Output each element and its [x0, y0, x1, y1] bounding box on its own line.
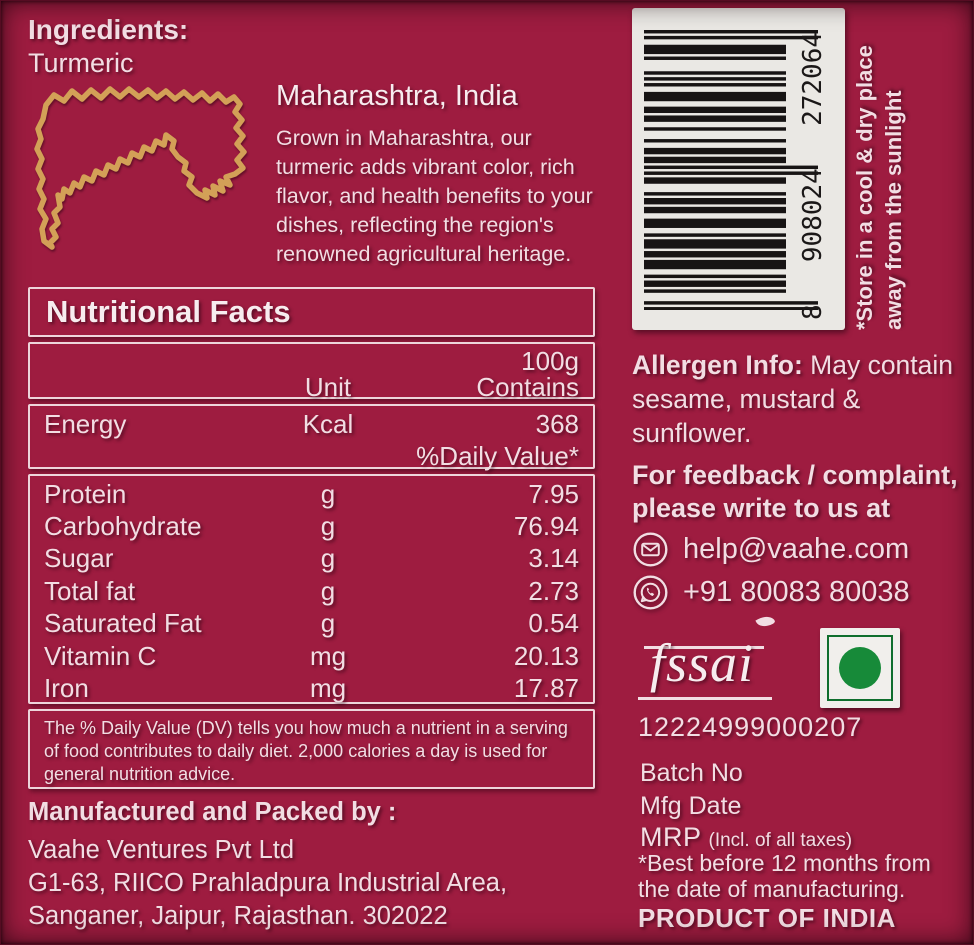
daily-value-header: %Daily Value*: [416, 441, 579, 471]
footnote-line: of food contributes to daily diet. 2,000 calories a day is used for: [44, 741, 548, 761]
manufacturer-line: G1-63, RIICO Prahladpura Industrial Area,: [28, 869, 508, 897]
storage-instruction-line: away from the sunlight: [881, 90, 906, 330]
nutrient-value: 76.94: [513, 511, 579, 542]
nutrient-name: Carbohydrate: [44, 511, 202, 542]
nutrient-name: Protein: [44, 478, 127, 509]
allergen-text: May contain sesame, mustard & sunflower.: [632, 350, 954, 448]
fssai-license-number: 12224999000207: [638, 712, 863, 742]
fssai-logo-text: fssai: [650, 633, 755, 693]
unit-column-header: Unit: [304, 372, 352, 402]
envelope-icon: [632, 531, 669, 568]
best-before-line2: the date of manufacturing.: [638, 876, 906, 902]
nutrition-row: [30, 543, 593, 575]
nutrition-row: [30, 478, 593, 510]
email-address: help@vaahe.com: [683, 533, 910, 565]
barcode-digit-group: 8: [798, 304, 828, 320]
veg-mark-icon: [820, 628, 900, 708]
barcode-digit-group: 272064: [798, 32, 828, 126]
nutrient-value: 7.95: [528, 478, 579, 509]
energy-value: 368: [535, 409, 579, 439]
nutrition-footnote: [28, 709, 595, 789]
nutrition-row: [30, 575, 593, 607]
allergen-info: [632, 348, 972, 450]
manufacturer-line: Sanganer, Jaipur, Rajasthan. 302022: [28, 902, 448, 930]
nutrient-name: Total fat: [44, 575, 136, 606]
nutrient-value: 20.13: [513, 640, 579, 671]
manufacturer-heading: Manufactured and Packed by :: [28, 798, 397, 826]
feedback-heading-line1: For feedback / complaint,: [632, 460, 958, 490]
nutrient-unit: g: [320, 511, 336, 542]
nutrient-value: 0.54: [528, 608, 579, 639]
mrp-row: [640, 822, 852, 853]
region-title: Maharashtra, India: [276, 80, 518, 112]
batch-no-label: Batch No: [640, 759, 743, 787]
ingredients-heading: Ingredients:: [28, 14, 189, 45]
mrp-note: (Incl. of all taxes): [708, 830, 853, 851]
energy-name: Energy: [44, 409, 127, 439]
nutrient-unit: g: [320, 478, 336, 509]
energy-unit: Kcal: [302, 409, 354, 439]
footnote-line: The % Daily Value (DV) tells you how much a nutrient in a serving: [44, 718, 568, 738]
nutrient-name: Iron: [44, 673, 89, 704]
feedback-heading-line2: please write to us at: [632, 493, 891, 523]
email-row: [632, 531, 909, 568]
phone-number: +91 80083 80038: [683, 576, 910, 608]
nutrition-header: [28, 342, 595, 402]
nutrient-unit: mg: [309, 673, 347, 704]
storage-instruction-line: *Store in a cool & dry place: [852, 45, 877, 330]
energy-section: [28, 404, 595, 469]
nutrition-row: [30, 672, 593, 704]
nutrient-name: Saturated Fat: [44, 608, 202, 639]
nutrient-value: 2.73: [528, 575, 579, 606]
leaf-icon: [755, 613, 775, 631]
phone-row: [632, 574, 910, 611]
amount-column-header-line1: 100g: [521, 346, 579, 376]
ingredients-value: Turmeric: [28, 48, 134, 78]
nutrition-row: [30, 640, 593, 672]
region-description: Grown in Maharashtra, our turmeric adds vibrant color, rich flavor, and health benefits to your dishes, reflecting the region's renowned agricultural heritage.: [276, 126, 593, 266]
nutrition-row: [30, 608, 593, 640]
nutrition-rows: [28, 474, 595, 704]
amount-column-header-line2: Contains: [476, 372, 579, 402]
nutrient-value: 17.87: [513, 673, 579, 704]
nutrient-unit: g: [320, 575, 336, 606]
barcode-number: [798, 30, 828, 322]
whatsapp-icon: [632, 574, 669, 611]
mfg-date-label: Mfg Date: [640, 792, 742, 820]
maharashtra-map-outline-icon: [16, 76, 254, 268]
country-of-origin: PRODUCT OF INDIA: [638, 903, 896, 933]
best-before-line1: *Best before 12 months from: [638, 850, 931, 876]
nutrient-unit: mg: [309, 640, 347, 671]
nutrition-title: Nutritional Facts: [28, 287, 595, 337]
nutrient-unit: g: [320, 543, 336, 574]
barcode-card: [632, 8, 845, 330]
manufacturer-line: Vaahe Ventures Pvt Ltd: [28, 836, 295, 864]
fssai-underline: [638, 697, 772, 700]
nutrient-name: Sugar: [44, 543, 114, 574]
footnote-line: general nutrition advice.: [44, 764, 236, 784]
nutrient-name: Vitamin C: [44, 640, 157, 671]
allergen-label: Allergen Info:: [632, 350, 803, 380]
nutrient-value: 3.14: [528, 543, 579, 574]
nutrition-row: [30, 510, 593, 542]
mrp-label: MRP: [640, 822, 702, 852]
nutrition-table: [28, 287, 595, 794]
nutrient-unit: g: [320, 608, 336, 639]
fssai-logo: [648, 620, 770, 708]
barcode-digit-group: 908024: [798, 168, 828, 263]
veg-mark-green-dot: [839, 647, 881, 689]
storage-instruction: [850, 8, 912, 330]
